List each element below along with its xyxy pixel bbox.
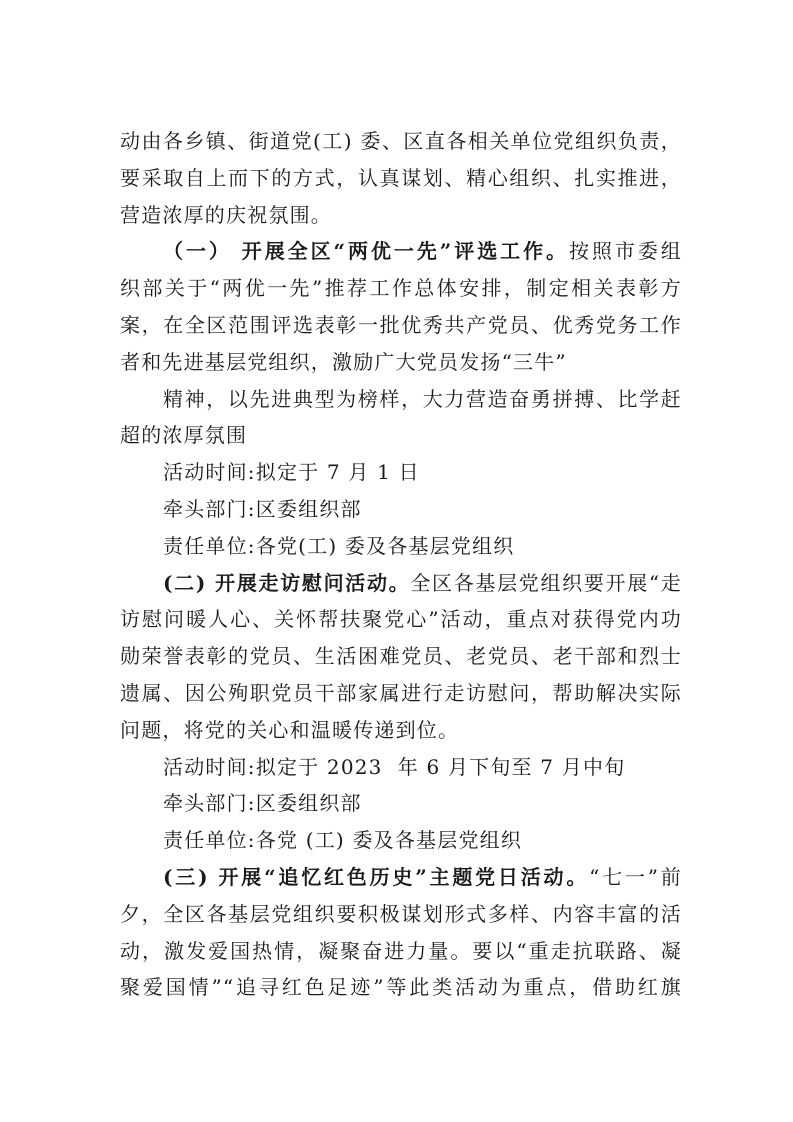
section-heading: (三) 开展“追忆红色历史”主题党日活动。 bbox=[163, 865, 590, 889]
line-text: 超的浓厚氛围 bbox=[120, 423, 248, 448]
line-text: 勋荣誉表彰的党员、生活困难党员、老党员、老干部和烈士 bbox=[120, 644, 682, 669]
text-line bbox=[120, 899, 682, 929]
text-line bbox=[120, 310, 682, 340]
text-line bbox=[120, 641, 682, 671]
line-text: 活动时间:拟定于 7 月 1 日 bbox=[163, 460, 420, 485]
line-text: “七一”前 bbox=[589, 865, 682, 889]
line-text: 织部关于“两优一先”推荐工作总体安排，制定相关表彰方 bbox=[120, 276, 682, 301]
line-text: 责任单位:各党 (工) 委及各基层党组织 bbox=[163, 828, 523, 853]
text-line bbox=[120, 163, 682, 193]
line-text: 动，激发爱国热情，凝聚奋进力量。要以“重走抗联路、凝 bbox=[120, 938, 682, 963]
line-text: 遗属、因公殉职党员干部家属进行走访慰问，帮助解决实际 bbox=[120, 681, 682, 705]
line-text: 营造浓厚的庆祝氛围。 bbox=[120, 202, 332, 227]
section-heading: (二) 开展走访慰问活动。 bbox=[163, 570, 411, 595]
responsible-unit bbox=[163, 825, 682, 855]
text-line bbox=[120, 715, 682, 745]
line-text: 精神，以先进典型为榜样，大力营造奋勇拼搏、比学赶 bbox=[163, 386, 682, 411]
line-text: 全区各基层党组织要开展“走 bbox=[410, 570, 682, 595]
section-heading-line bbox=[163, 862, 682, 892]
responsible-unit bbox=[163, 531, 682, 561]
activity-time bbox=[163, 752, 682, 782]
text-line bbox=[120, 678, 682, 708]
line-text: 者和先进基层党组织，激励广大党员发扬“三牛” bbox=[120, 349, 567, 374]
line-text: 夕，全区各基层党组织要积极谋划形式多样、内容丰富的活 bbox=[120, 901, 682, 926]
text-line bbox=[120, 604, 682, 634]
lead-department bbox=[163, 494, 682, 524]
line-text: 牵头部门:区委组织部 bbox=[163, 497, 362, 521]
line-text: 责任单位:各党(工) 委及各基层党组织 bbox=[163, 533, 515, 558]
text-line bbox=[120, 347, 682, 377]
line-text: 活动时间:拟定于 2023 年 6 月下旬至 7 月中旬 bbox=[163, 754, 626, 779]
text-line bbox=[120, 200, 682, 230]
text-line bbox=[120, 273, 682, 303]
line-text: 牵头部门:区委组织部 bbox=[163, 791, 362, 816]
line-text: 按照市委组 bbox=[569, 239, 682, 264]
line-text: 要采取自上而下的方式，认真谋划、精心组织、扎实推进， bbox=[120, 165, 682, 190]
activity-time bbox=[163, 457, 682, 487]
section-heading: （一） 开展全区“两优一先”评选工作。 bbox=[163, 239, 569, 264]
section-heading-line bbox=[163, 568, 682, 598]
line-text: 动由各乡镇、街道党(工) 委、区直各相关单位党组织负责， bbox=[120, 129, 682, 153]
text-line bbox=[120, 972, 682, 1002]
text-line bbox=[120, 936, 682, 966]
line-text: 问题，将党的关心和温暖传递到位。 bbox=[120, 717, 460, 742]
text-line bbox=[120, 126, 682, 156]
lead-department bbox=[163, 788, 682, 818]
line-text: 案，在全区范围评选表彰一批优秀共产党员、优秀党务工作 bbox=[120, 313, 682, 337]
section-heading-line bbox=[163, 236, 682, 266]
line-text: 聚爱国情”“追寻红色足迹”等此类活动为重点，借助红旗 bbox=[120, 975, 682, 1000]
text-line bbox=[163, 384, 682, 414]
line-text: 访慰问暖人心、关怀帮扶聚党心”活动，重点对获得党内功 bbox=[120, 607, 682, 632]
text-line bbox=[120, 420, 682, 450]
